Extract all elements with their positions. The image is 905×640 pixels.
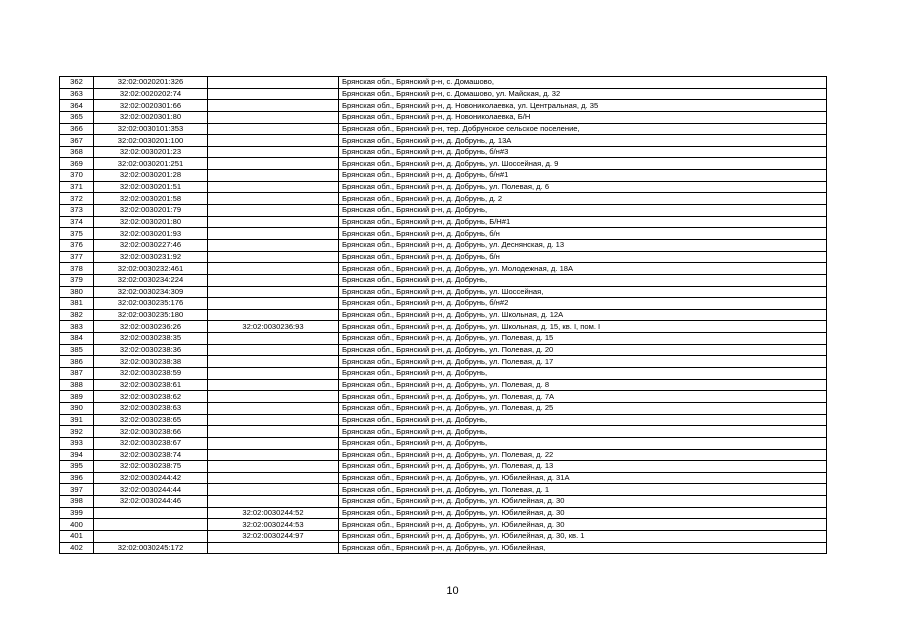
table-row xyxy=(60,321,827,333)
cadastral-number-cell: 32:02:0030201:93 xyxy=(94,228,208,240)
related-cadastral-number-cell xyxy=(208,449,339,461)
cadastral-number-cell: 32:02:0030235:180 xyxy=(94,309,208,321)
address-cell: Брянская обл., Брянский р-н, д. Добрунь, ул. Полевая, д. 17 xyxy=(339,356,827,368)
table-row xyxy=(60,379,827,391)
address-cell: Брянская обл., Брянский р-н, д. Добрунь, ул. Шоссейная, д. 9 xyxy=(339,158,827,170)
related-cadastral-number-cell xyxy=(208,309,339,321)
address-cell: Брянская обл., Брянский р-н, д. Добрунь, ул. Школьная, д. 12А xyxy=(339,309,827,321)
related-cadastral-number-cell xyxy=(208,146,339,158)
address-cell: Брянская обл., Брянский р-н, д. Добрунь, xyxy=(339,205,827,217)
row-number-cell: 394 xyxy=(60,449,94,461)
address-cell: Брянская обл., Брянский р-н, тер. Добрунское сельское поселение, xyxy=(339,123,827,135)
related-cadastral-number-cell: 32:02:0030244:97 xyxy=(208,530,339,542)
table-row xyxy=(60,426,827,438)
cadastral-number-cell: 32:02:0030238:67 xyxy=(94,437,208,449)
row-number-cell: 364 xyxy=(60,100,94,112)
cadastral-number-cell: 32:02:0030244:46 xyxy=(94,496,208,508)
address-cell: Брянская обл., Брянский р-н, д. Добрунь, xyxy=(339,426,827,438)
row-number-cell: 369 xyxy=(60,158,94,170)
row-number-cell: 374 xyxy=(60,216,94,228)
cadastral-number-cell: 32:02:0030101:353 xyxy=(94,123,208,135)
row-number-cell: 388 xyxy=(60,379,94,391)
address-cell: Брянская обл., Брянский р-н, д. Добрунь, ул. Юбилейная, xyxy=(339,542,827,554)
row-number-cell: 387 xyxy=(60,368,94,380)
cadastral-number-cell: 32:02:0030238:63 xyxy=(94,402,208,414)
row-number-cell: 378 xyxy=(60,263,94,275)
related-cadastral-number-cell xyxy=(208,216,339,228)
row-number-cell: 363 xyxy=(60,88,94,100)
cadastral-number-cell: 32:02:0030227:46 xyxy=(94,239,208,251)
related-cadastral-number-cell xyxy=(208,100,339,112)
table-row xyxy=(60,519,827,531)
row-number-cell: 383 xyxy=(60,321,94,333)
row-number-cell: 391 xyxy=(60,414,94,426)
registry-table-body xyxy=(60,77,827,554)
address-cell: Брянская обл., Брянский р-н, д. Добрунь, ул. Полевая, д. 25 xyxy=(339,402,827,414)
related-cadastral-number-cell xyxy=(208,77,339,89)
row-number-cell: 395 xyxy=(60,461,94,473)
cadastral-number-cell: 32:02:0030231:92 xyxy=(94,251,208,263)
table-row xyxy=(60,286,827,298)
address-cell: Брянская обл., Брянский р-н, д. Добрунь, ул. Юбилейная, д. 30, кв. 1 xyxy=(339,530,827,542)
row-number-cell: 398 xyxy=(60,496,94,508)
row-number-cell: 372 xyxy=(60,193,94,205)
cadastral-number-cell: 32:02:0030201:23 xyxy=(94,146,208,158)
cadastral-number-cell: 32:02:0030201:80 xyxy=(94,216,208,228)
row-number-cell: 393 xyxy=(60,437,94,449)
related-cadastral-number-cell xyxy=(208,181,339,193)
row-number-cell: 380 xyxy=(60,286,94,298)
page-number: 10 xyxy=(446,585,459,597)
row-number-cell: 370 xyxy=(60,170,94,182)
row-number-cell: 386 xyxy=(60,356,94,368)
related-cadastral-number-cell xyxy=(208,542,339,554)
row-number-cell: 390 xyxy=(60,402,94,414)
row-number-cell: 368 xyxy=(60,146,94,158)
row-number-cell: 392 xyxy=(60,426,94,438)
address-cell: Брянская обл., Брянский р-н, д. Добрунь, б/н xyxy=(339,228,827,240)
row-number-cell: 375 xyxy=(60,228,94,240)
address-cell: Брянская обл., Брянский р-н, д. Добрунь, ул. Полевая, д. 20 xyxy=(339,344,827,356)
row-number-cell: 379 xyxy=(60,274,94,286)
table-row xyxy=(60,472,827,484)
cadastral-number-cell: 32:02:0030238:59 xyxy=(94,368,208,380)
address-cell: Брянская обл., Брянский р-н, д. Добрунь, ул. Полевая, д. 7А xyxy=(339,391,827,403)
row-number-cell: 381 xyxy=(60,298,94,310)
table-row xyxy=(60,449,827,461)
row-number-cell: 384 xyxy=(60,333,94,345)
related-cadastral-number-cell xyxy=(208,170,339,182)
related-cadastral-number-cell xyxy=(208,263,339,275)
table-row xyxy=(60,484,827,496)
address-cell: Брянская обл., Брянский р-н, с. Домашово, ул. Майская, д. 32 xyxy=(339,88,827,100)
related-cadastral-number-cell xyxy=(208,426,339,438)
address-cell: Брянская обл., Брянский р-н, д. Добрунь, д. 2 xyxy=(339,193,827,205)
row-number-cell: 382 xyxy=(60,309,94,321)
table-row xyxy=(60,146,827,158)
table-row xyxy=(60,193,827,205)
related-cadastral-number-cell xyxy=(208,158,339,170)
related-cadastral-number-cell xyxy=(208,333,339,345)
address-cell: Брянская обл., Брянский р-н, д. Добрунь, д. 13А xyxy=(339,135,827,147)
address-cell: Брянская обл., Брянский р-н, д. Добрунь, ул. Полевая, д. 13 xyxy=(339,461,827,473)
table-row xyxy=(60,251,827,263)
cadastral-number-cell: 32:02:0030201:79 xyxy=(94,205,208,217)
table-row xyxy=(60,542,827,554)
related-cadastral-number-cell xyxy=(208,402,339,414)
related-cadastral-number-cell xyxy=(208,461,339,473)
row-number-cell: 396 xyxy=(60,472,94,484)
address-cell: Брянская обл., Брянский р-н, д. Добрунь, б/н xyxy=(339,251,827,263)
related-cadastral-number-cell xyxy=(208,379,339,391)
address-cell: Брянская обл., Брянский р-н, д. Добрунь, xyxy=(339,437,827,449)
cadastral-number-cell xyxy=(94,519,208,531)
table-row xyxy=(60,111,827,123)
cadastral-number-cell: 32:02:0030245:172 xyxy=(94,542,208,554)
row-number-cell: 399 xyxy=(60,507,94,519)
table-row xyxy=(60,158,827,170)
row-number-cell: 371 xyxy=(60,181,94,193)
related-cadastral-number-cell xyxy=(208,274,339,286)
cadastral-number-cell xyxy=(94,530,208,542)
cadastral-number-cell: 32:02:0020201:326 xyxy=(94,77,208,89)
row-number-cell: 400 xyxy=(60,519,94,531)
address-cell: Брянская обл., Брянский р-н, д. Добрунь, ул. Шоссейная, xyxy=(339,286,827,298)
address-cell: Брянская обл., Брянский р-н, д. Добрунь, ул. Юбилейная, д. 30 xyxy=(339,507,827,519)
related-cadastral-number-cell xyxy=(208,472,339,484)
table-row xyxy=(60,368,827,380)
cadastral-number-cell: 32:02:0030238:65 xyxy=(94,414,208,426)
cadastral-number-cell: 32:02:0030238:74 xyxy=(94,449,208,461)
table-row xyxy=(60,344,827,356)
related-cadastral-number-cell xyxy=(208,344,339,356)
table-row xyxy=(60,274,827,286)
related-cadastral-number-cell xyxy=(208,135,339,147)
cadastral-number-cell: 32:02:0030244:42 xyxy=(94,472,208,484)
table-row xyxy=(60,333,827,345)
address-cell: Брянская обл., Брянский р-н, д. Новониколаевка, ул. Центральная, д. 35 xyxy=(339,100,827,112)
related-cadastral-number-cell xyxy=(208,251,339,263)
table-row xyxy=(60,205,827,217)
table-row xyxy=(60,88,827,100)
table-row xyxy=(60,135,827,147)
related-cadastral-number-cell xyxy=(208,111,339,123)
table-row xyxy=(60,309,827,321)
row-number-cell: 401 xyxy=(60,530,94,542)
table-row xyxy=(60,228,827,240)
related-cadastral-number-cell xyxy=(208,193,339,205)
cadastral-number-cell: 32:02:0030234:224 xyxy=(94,274,208,286)
address-cell: Брянская обл., Брянский р-н, д. Добрунь, ул. Полевая, д. 1 xyxy=(339,484,827,496)
address-cell: Брянская обл., Брянский р-н, д. Добрунь, ул. Юбилейная, д. 30 xyxy=(339,519,827,531)
address-cell: Брянская обл., Брянский р-н, д. Добрунь, xyxy=(339,274,827,286)
address-cell: Брянская обл., Брянский р-н, д. Добрунь, ул. Полевая, д. 6 xyxy=(339,181,827,193)
related-cadastral-number-cell xyxy=(208,123,339,135)
table-row xyxy=(60,414,827,426)
cadastral-number-cell: 32:02:0030238:36 xyxy=(94,344,208,356)
table-row xyxy=(60,77,827,89)
address-cell: Брянская обл., Брянский р-н, д. Добрунь, б/н#3 xyxy=(339,146,827,158)
related-cadastral-number-cell xyxy=(208,298,339,310)
related-cadastral-number-cell xyxy=(208,88,339,100)
address-cell: Брянская обл., Брянский р-н, с. Домашово, xyxy=(339,77,827,89)
table-row xyxy=(60,530,827,542)
related-cadastral-number-cell xyxy=(208,286,339,298)
table-row xyxy=(60,239,827,251)
row-number-cell: 377 xyxy=(60,251,94,263)
related-cadastral-number-cell xyxy=(208,239,339,251)
cadastral-number-cell xyxy=(94,507,208,519)
related-cadastral-number-cell xyxy=(208,496,339,508)
cadastral-number-cell: 32:02:0030238:38 xyxy=(94,356,208,368)
table-row xyxy=(60,391,827,403)
table-row xyxy=(60,181,827,193)
row-number-cell: 385 xyxy=(60,344,94,356)
cadastral-number-cell: 32:02:0030238:66 xyxy=(94,426,208,438)
table-row xyxy=(60,298,827,310)
related-cadastral-number-cell: 32:02:0030236:93 xyxy=(208,321,339,333)
related-cadastral-number-cell xyxy=(208,356,339,368)
table-row xyxy=(60,496,827,508)
row-number-cell: 373 xyxy=(60,205,94,217)
table-row xyxy=(60,100,827,112)
related-cadastral-number-cell xyxy=(208,368,339,380)
registry-table xyxy=(59,76,827,554)
address-cell: Брянская обл., Брянский р-н, д. Добрунь, Б/Н#1 xyxy=(339,216,827,228)
address-cell: Брянская обл., Брянский р-н, д. Новониколаевка, Б/Н xyxy=(339,111,827,123)
address-cell: Брянская обл., Брянский р-н, д. Добрунь, xyxy=(339,414,827,426)
cadastral-number-cell: 32:02:0030238:75 xyxy=(94,461,208,473)
cadastral-number-cell: 32:02:0030234:309 xyxy=(94,286,208,298)
table-row xyxy=(60,263,827,275)
table-row xyxy=(60,402,827,414)
row-number-cell: 367 xyxy=(60,135,94,147)
cadastral-number-cell: 32:02:0030236:26 xyxy=(94,321,208,333)
table-row xyxy=(60,437,827,449)
related-cadastral-number-cell xyxy=(208,205,339,217)
cadastral-number-cell: 32:02:0030201:28 xyxy=(94,170,208,182)
row-number-cell: 376 xyxy=(60,239,94,251)
row-number-cell: 365 xyxy=(60,111,94,123)
table-row xyxy=(60,507,827,519)
table-row xyxy=(60,216,827,228)
cadastral-number-cell: 32:02:0020301:80 xyxy=(94,111,208,123)
row-number-cell: 397 xyxy=(60,484,94,496)
cadastral-number-cell: 32:02:0030201:100 xyxy=(94,135,208,147)
address-cell: Брянская обл., Брянский р-н, д. Добрунь, ул. Деснянская, д. 13 xyxy=(339,239,827,251)
related-cadastral-number-cell xyxy=(208,391,339,403)
row-number-cell: 389 xyxy=(60,391,94,403)
related-cadastral-number-cell xyxy=(208,484,339,496)
address-cell: Брянская обл., Брянский р-н, д. Добрунь, ул. Полевая, д. 8 xyxy=(339,379,827,391)
cadastral-number-cell: 32:02:0030238:35 xyxy=(94,333,208,345)
table-row xyxy=(60,461,827,473)
related-cadastral-number-cell: 32:02:0030244:52 xyxy=(208,507,339,519)
address-cell: Брянская обл., Брянский р-н, д. Добрунь, б/н#1 xyxy=(339,170,827,182)
address-cell: Брянская обл., Брянский р-н, д. Добрунь, ул. Школьная, д. 15, кв. I, пом. I xyxy=(339,321,827,333)
cadastral-number-cell: 32:02:0030238:62 xyxy=(94,391,208,403)
row-number-cell: 366 xyxy=(60,123,94,135)
address-cell: Брянская обл., Брянский р-н, д. Добрунь, ул. Юбилейная, д. 31А xyxy=(339,472,827,484)
related-cadastral-number-cell xyxy=(208,437,339,449)
address-cell: Брянская обл., Брянский р-н, д. Добрунь, б/н#2 xyxy=(339,298,827,310)
address-cell: Брянская обл., Брянский р-н, д. Добрунь, ул. Молодежная, д. 18А xyxy=(339,263,827,275)
row-number-cell: 362 xyxy=(60,77,94,89)
cadastral-number-cell: 32:02:0030232:461 xyxy=(94,263,208,275)
cadastral-number-cell: 32:02:0030201:58 xyxy=(94,193,208,205)
related-cadastral-number-cell: 32:02:0030244:53 xyxy=(208,519,339,531)
address-cell: Брянская обл., Брянский р-н, д. Добрунь, ул. Полевая, д. 15 xyxy=(339,333,827,345)
cadastral-number-cell: 32:02:0030244:44 xyxy=(94,484,208,496)
related-cadastral-number-cell xyxy=(208,414,339,426)
table-row xyxy=(60,356,827,368)
row-number-cell: 402 xyxy=(60,542,94,554)
table-row xyxy=(60,123,827,135)
cadastral-number-cell: 32:02:0030201:251 xyxy=(94,158,208,170)
cadastral-number-cell: 32:02:0030238:61 xyxy=(94,379,208,391)
address-cell: Брянская обл., Брянский р-н, д. Добрунь, ул. Полевая, д. 22 xyxy=(339,449,827,461)
cadastral-number-cell: 32:02:0030201:51 xyxy=(94,181,208,193)
related-cadastral-number-cell xyxy=(208,228,339,240)
table-row xyxy=(60,170,827,182)
address-cell: Брянская обл., Брянский р-н, д. Добрунь, ул. Юбилейная, д. 30 xyxy=(339,496,827,508)
cadastral-number-cell: 32:02:0020202:74 xyxy=(94,88,208,100)
address-cell: Брянская обл., Брянский р-н, д. Добрунь, xyxy=(339,368,827,380)
cadastral-number-cell: 32:02:0020301:66 xyxy=(94,100,208,112)
cadastral-number-cell: 32:02:0030235:176 xyxy=(94,298,208,310)
